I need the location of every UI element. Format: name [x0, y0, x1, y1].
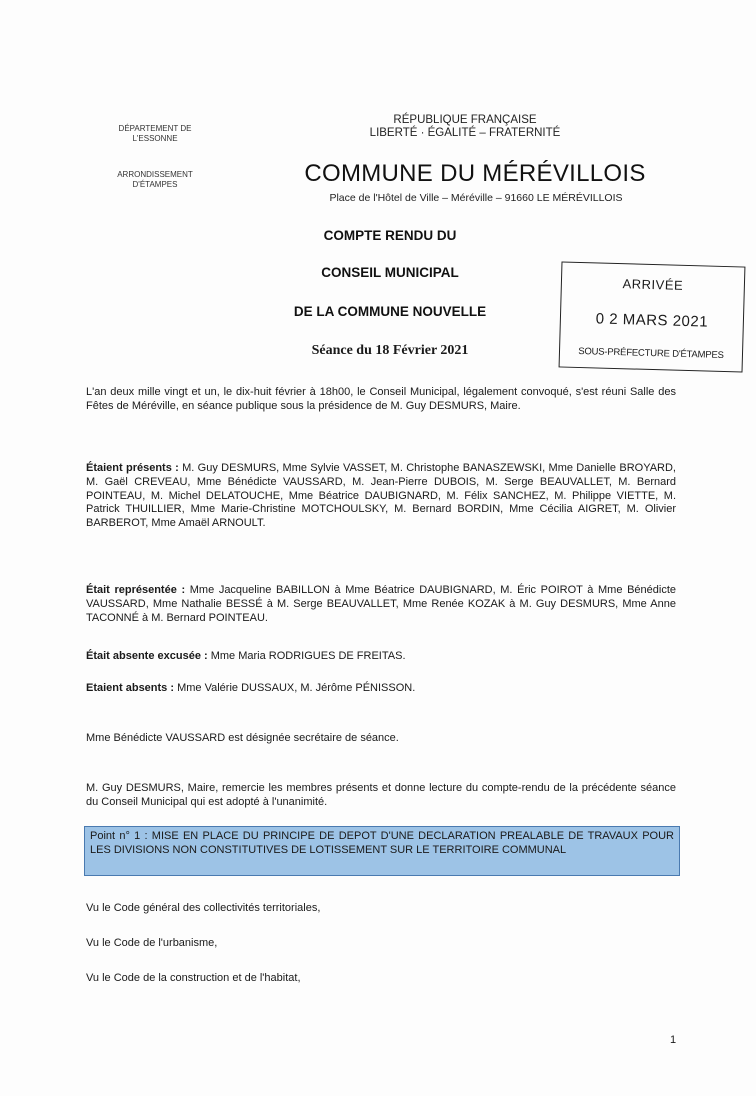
- page-number: 1: [670, 1034, 677, 1046]
- stamp-prefecture: SOUS-PRÉFECTURE D'ÉTAMPES: [578, 345, 724, 362]
- vu-line-1: Vu le Code général des collectivités territoriales,: [86, 902, 321, 914]
- absente-excusee-paragraph: [86, 650, 676, 664]
- point-1-text: MISE EN PLACE DU PRINCIPE DE DEPOT D'UNE DECLARATION PREALABLE DE TRAVAUX POUR LES DIVISIONS NON CONSTITUTIVES DE LOTISSEMENT SUR LE TERRITOIRE COMMUNAL: [90, 830, 674, 856]
- commune-name: COMMUNE DU MÉRÉVILLOIS: [304, 160, 646, 187]
- republique-label: RÉPUBLIQUE FRANÇAISE: [393, 114, 537, 126]
- intro-paragraph: L'an deux mille vingt et un, le dix-huit février à 18h00, le Conseil Municipal, légalement convoqué, s'est réuni Salle des Fêtes de Méréville, en séance publique sous la présidence de M. Guy DESMURS, Maire.: [86, 386, 676, 412]
- point-1-heading: [84, 826, 680, 876]
- republique-block: [300, 114, 630, 140]
- represente-label: Était représentée :: [86, 584, 186, 596]
- seance-date: Séance du 18 Février 2021: [311, 343, 469, 358]
- arrival-stamp: [559, 261, 746, 372]
- represente-text: Mme Jacqueline BABILLON à Mme Béatrice DAUBIGNARD, M. Éric POIROT à Mme Bénédicte VAUSSARD, Mme Nathalie BESSÉ à M. Serge BEAUVALLET, Mme Renée KOZAK à M. Guy DESMURS, Mme Anne TACONNÉ à M. Bernard POINTEAU.: [86, 584, 676, 624]
- title-line-1: COMPTE RENDU DU: [323, 228, 457, 243]
- stamp-arrivee: ARRIVÉE: [622, 276, 684, 293]
- arrondissement-label: ARRONDISSEMENT D'ÉTAMPES: [117, 170, 193, 189]
- devise-label: LIBERTÉ · ÉGALITÉ – FRATERNITÉ: [369, 127, 561, 139]
- absents-text: Mme Valérie DUSSAUX, M. Jérôme PÉNISSON.: [177, 682, 416, 694]
- point-1-label: Point n° 1 :: [90, 830, 148, 842]
- stamp-date: 0 2 MARS 2021: [595, 310, 709, 331]
- absente-excusee-text: Mme Maria RODRIGUES DE FREITAS.: [210, 650, 406, 662]
- lecture-paragraph: M. Guy DESMURS, Maire, remercie les membres présents et donne lecture du compte-rendu de la précédente séance du Conseil Municipal qui est adopté à l'unanimité.: [86, 782, 676, 808]
- absente-excusee-label: Était absente excusée :: [86, 650, 208, 662]
- presents-label: Étaient présents :: [86, 462, 179, 474]
- absents-paragraph: [86, 682, 676, 696]
- title-line-3: DE LA COMMUNE NOUVELLE: [293, 304, 487, 319]
- departement-label: DÉPARTEMENT DE L'ESSONNE: [118, 124, 192, 143]
- vu-line-3: Vu le Code de la construction et de l'habitat,: [86, 972, 301, 984]
- represente-paragraph: [86, 584, 676, 625]
- presents-text: M. Guy DESMURS, Mme Sylvie VASSET, M. Christophe BANASZEWSKI, Mme Danielle BROYARD, M. Gaël CREVEAU, Mme Bénédicte VAUSSARD, M. Jean-Pierre DUBOIS, M. Serge BEAUVALLET, M. Bernard POINTEAU, M. Michel DELATOUCHE, Mme Béatrice DAUBIGNARD, M. Félix SANCHEZ, M. Philippe VIETTE, M. Patrick THUILLIER, Mme Marie-Christine MOTCHOULSKY, M. Bernard BORDIN, Mme Cécilia AIGRET, M. Olivier BARBEROT, Mme Amaël ARNOULT.: [86, 462, 676, 530]
- presents-paragraph: [86, 462, 676, 531]
- vu-line-2: Vu le Code de l'urbanisme,: [86, 937, 218, 949]
- secretaire-paragraph: Mme Bénédicte VAUSSARD est désignée secrétaire de séance.: [86, 732, 399, 744]
- commune-address: Place de l'Hôtel de Ville – Méréville – 91660 LE MÉRÉVILLOIS: [329, 192, 623, 204]
- absents-label: Etaient absents :: [86, 682, 175, 694]
- title-line-2: CONSEIL MUNICIPAL: [321, 265, 459, 280]
